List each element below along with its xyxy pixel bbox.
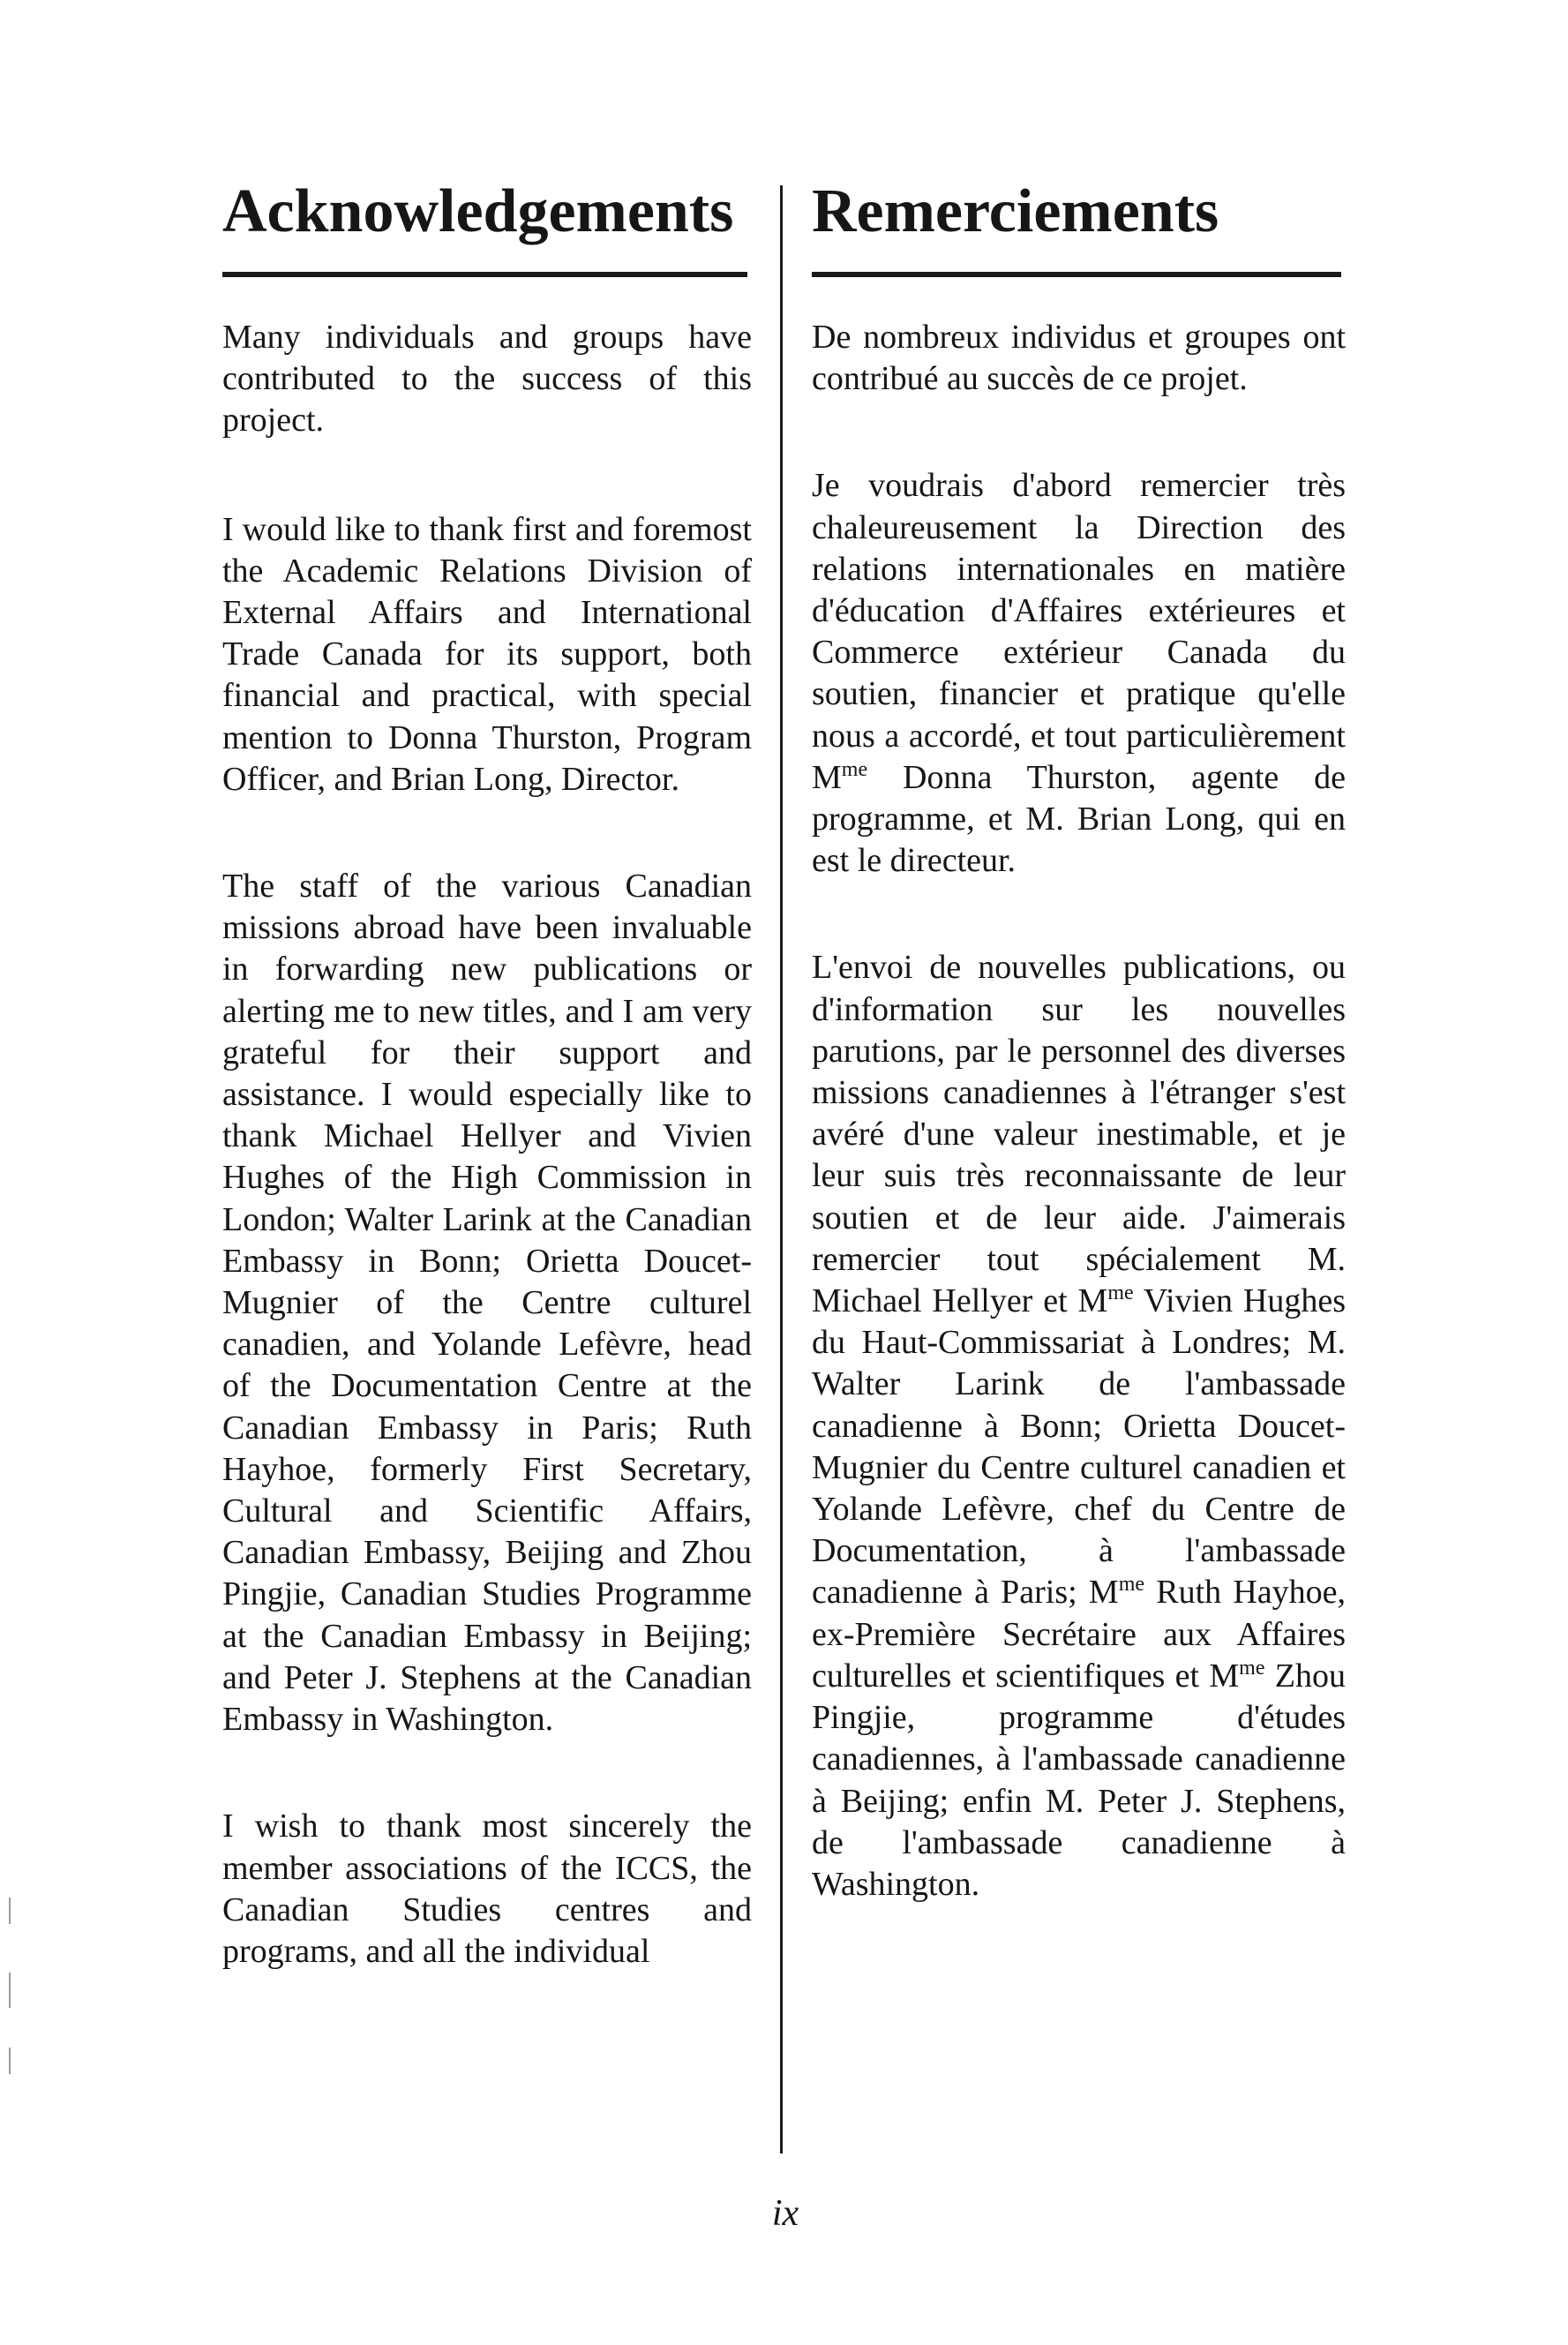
english-column	[222, 177, 752, 1973]
english-paragraph-4: I wish to thank most sincerely the member associations of the ICCS, the Canadian Studies centres and programs, and all the individual	[222, 1808, 752, 1970]
scan-edge-mark	[9, 1973, 11, 2008]
scan-edge-mark	[9, 2048, 11, 2074]
french-paragraph-3: L'envoi de nouvelles publications, ou d'information sur les nouvelles parutions, par le personnel des diverses missions canadiennes à l'étranger s'est avéré d'une valeur inestimable, et je leur suis très reconnaissante de leur soutien et de leur aide. J'aimerais remercier tout spécialement M. Michael Hellyer et $M^{me}$ Vivien Hughes du Haut-Commissariat à Londres; M. Walter Larink de l'ambassade canadienne à Bonn; Orietta Doucet-Mugnier du Centre culturel canadien et Yolande Lefèvre, chef du Centre de Documentation, à l'ambassade canadienne à Paris; $M^{me}$ Ruth Hayhoe, ex-Première Secrétaire aux Affaires culturelles et scientifiques et $M^{me}$ Zhou Pingjie, programme d'études canadiennes, à l'ambassade canadienne à Beijing; enfin M. Peter J. Stephens, de l'ambassade canadienne à Washington.	[812, 949, 1347, 1903]
page-number: ix	[771, 2193, 799, 2234]
french-column	[812, 177, 1347, 1905]
english-heading-rule	[222, 272, 747, 277]
english-paragraph-3: The staff of the various Canadian missions abroad have been invaluable in forwarding new publications or alerting me to new titles, and I am very grateful for their support and assistance. I would especially like to thank Michael Hellyer and Vivien Hughes of the High Commission in London; Walter Larink at the Canadian Embassy in Bonn; Orietta Doucet-Mugnier of the Centre culturel canadien, and Yolande Lefèvre, head of the Documentation Centre at the Canadian Embassy in Paris; Ruth Hayhoe, formerly First Secretary, Cultural and Scientific Affairs, Canadian Embassy, Beijing and Zhou Pingjie, Canadian Studies Programme at the Canadian Embassy in Beijing; and Peter J. Stephens at the Canadian Embassy in Washington.	[222, 868, 752, 1739]
french-paragraph-1: De nombreux individus et groupes ont contribué au succès de ce projet.	[812, 319, 1346, 398]
english-paragraph-1: Many individuals and groups have contributed to the success of this project.	[222, 319, 752, 440]
french-heading: Remerciements	[812, 177, 1219, 245]
french-heading-rule	[812, 272, 1341, 277]
english-heading: Acknowledgements	[222, 177, 734, 245]
column-divider	[780, 185, 783, 2153]
scan-edge-mark	[9, 1898, 11, 1924]
french-paragraph-2: Je voudrais d'abord remercier très chaleureusement la Direction des relations internationales en matière d'éducation d'Affaires extérieures et Commerce extérieur Canada du soutien, financier et pratique qu'elle nous a accordé, et tout particulièrement $M^{me}$ Donna Thurston, agente de programme, et M. Brian Long, qui en est le directeur.	[812, 467, 1346, 880]
english-paragraph-2: I would like to thank first and foremost the Academic Relations Division of External Affairs and International Trade Canada for its support, both financial and practical, with special mention to Donna Thurston, Program Officer, and Brian Long, Director.	[222, 510, 752, 798]
